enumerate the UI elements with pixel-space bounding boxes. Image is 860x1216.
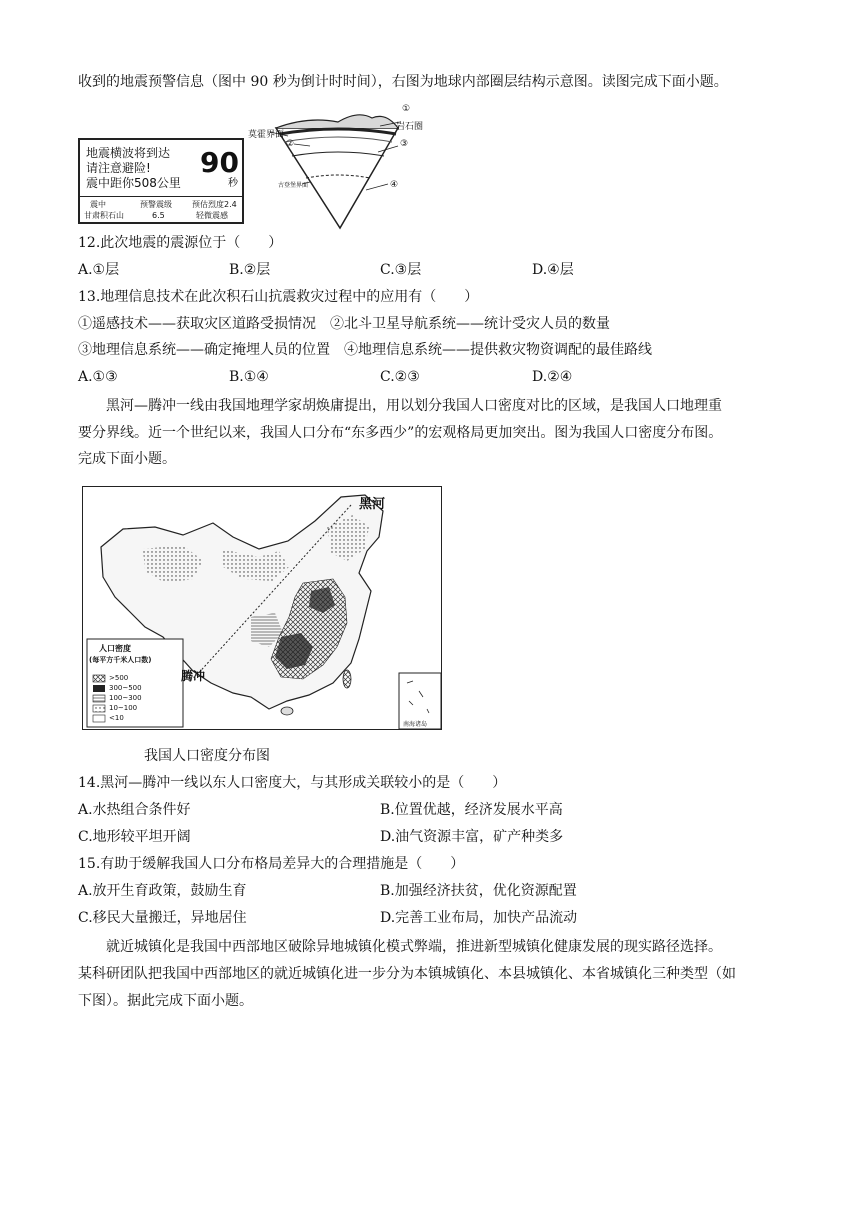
q12-option-d: D.④层 — [532, 262, 574, 278]
legend-item-5: <10 — [109, 714, 124, 722]
marker-4: ④ — [390, 180, 399, 190]
earthquake-warning-panel — [78, 138, 244, 224]
heihe-label: 黑河 — [359, 497, 386, 512]
q12-option-c: C.③层 — [380, 262, 422, 278]
intro3-line-2: 某科研团队把我国中西部地区的就近城镇化进一步分为本镇城镇化、本县城镇化、本省城镇化三种类型（如 — [78, 966, 736, 982]
map-caption: 我国人口密度分布图 — [144, 748, 270, 764]
intro3-line-3: 下图）。据此完成下面小题。 — [78, 993, 253, 1009]
q13-option-a: A.①③ — [78, 369, 118, 385]
q12-option-a: A.①层 — [78, 262, 120, 278]
q13-option-c: C.②③ — [380, 369, 420, 385]
epicenter-value: 甘肃积石山 — [84, 211, 124, 220]
moho-label: 莫霍界面 — [248, 130, 285, 140]
countdown-unit: 秒 — [228, 178, 238, 189]
intensity-label: 预估烈度2.4 — [192, 200, 237, 209]
marker-2: ② — [286, 139, 295, 149]
q12-option-b: B.②层 — [229, 262, 271, 278]
intensity-value: 轻微震感 — [196, 211, 228, 220]
epicenter-label: 震中 — [90, 200, 106, 209]
q12-stem: 12.此次地震的震源位于（ ） — [78, 235, 283, 251]
legend-title: 人口密度 — [99, 644, 131, 653]
q15-option-a: A.放开生育政策，鼓励生育 — [78, 883, 247, 899]
legend-item-2: 300~500 — [109, 684, 142, 692]
q13-stem: 13.地理信息技术在此次积石山抗震救灾过程中的应用有（ ） — [78, 289, 479, 305]
legend-item-3: 100~300 — [109, 694, 142, 702]
population-density-map — [82, 486, 442, 730]
q15-stem: 15.有助于缓解我国人口分布格局差异大的合理措施是（ ） — [78, 856, 465, 872]
q14-option-d: D.油气资源丰富，矿产种类多 — [380, 829, 564, 845]
intro2-line-3: 完成下面小题。 — [78, 451, 176, 467]
countdown-number: 90 — [200, 146, 239, 179]
q15-option-b: B.加强经济扶贫，优化资源配置 — [380, 883, 577, 899]
marker-1: ① — [402, 104, 411, 114]
gutenberg-label: 古登堡界面 — [278, 182, 309, 189]
intro2-line-2: 要分界线。近一个世纪以来，我国人口分布“东多西少”的宏观格局更加突出。图为我国人口密度分布图。 — [78, 425, 723, 441]
legend-unit: (每平方千米人口数) — [89, 656, 152, 664]
intro2-line-1: 黑河—腾冲一线由我国地理学家胡焕庸提出，用以划分我国人口密度对比的区域，是我国人口地理重 — [106, 398, 722, 414]
magnitude-label: 预警震级 — [140, 200, 172, 209]
magnitude-value: 6.5 — [152, 211, 165, 220]
legend-item-1: >500 — [109, 674, 129, 682]
q13-statement-1: ①遥感技术——获取灾区道路受损情况 ②北斗卫星导航系统——统计受灾人员的数量 — [78, 316, 610, 332]
q13-option-d: D.②④ — [532, 369, 573, 385]
q15-option-d: D.完善工业布局，加快产品流动 — [380, 910, 578, 926]
marker-3: ③ — [400, 139, 409, 149]
intro-text: 收到的地震预警信息（图中 90 秒为倒计时时间），右图为地球内部圈层结构示意图。读图完成下面小题。 — [78, 74, 728, 90]
warning-line-2: 请注意避险! — [86, 161, 151, 175]
legend-item-4: 10~100 — [109, 704, 138, 712]
intro3-line-1: 就近城镇化是我国中西部地区破除异地城镇化模式弊端，推进新型城镇化健康发展的现实路径选择。 — [106, 939, 722, 955]
q14-stem: 14.黑河—腾冲一线以东人口密度大，与其形成关联较小的是（ ） — [78, 775, 507, 791]
q14-option-c: C.地形较平坦开阔 — [78, 829, 191, 845]
inset-label: 南海诸岛 — [403, 721, 428, 728]
q14-option-a: A.水热组合条件好 — [78, 802, 191, 818]
q14-option-b: B.位置优越，经济发展水平高 — [380, 802, 563, 818]
warning-line-1: 地震横波将到达 — [86, 146, 171, 160]
q13-statement-2: ③地理信息系统——确定掩埋人员的位置 ④地理信息系统——提供救灾物资调配的最佳路线 — [78, 342, 652, 358]
q15-option-c: C.移民大量搬迁，异地居住 — [78, 910, 247, 926]
lithosphere-label: 岩石圈 — [396, 122, 424, 132]
warning-divider — [80, 196, 242, 197]
tengchong-label: 腾冲 — [181, 669, 206, 683]
warning-line-3: 震中距你508公里 — [86, 176, 181, 190]
q13-option-b: B.①④ — [229, 369, 269, 385]
